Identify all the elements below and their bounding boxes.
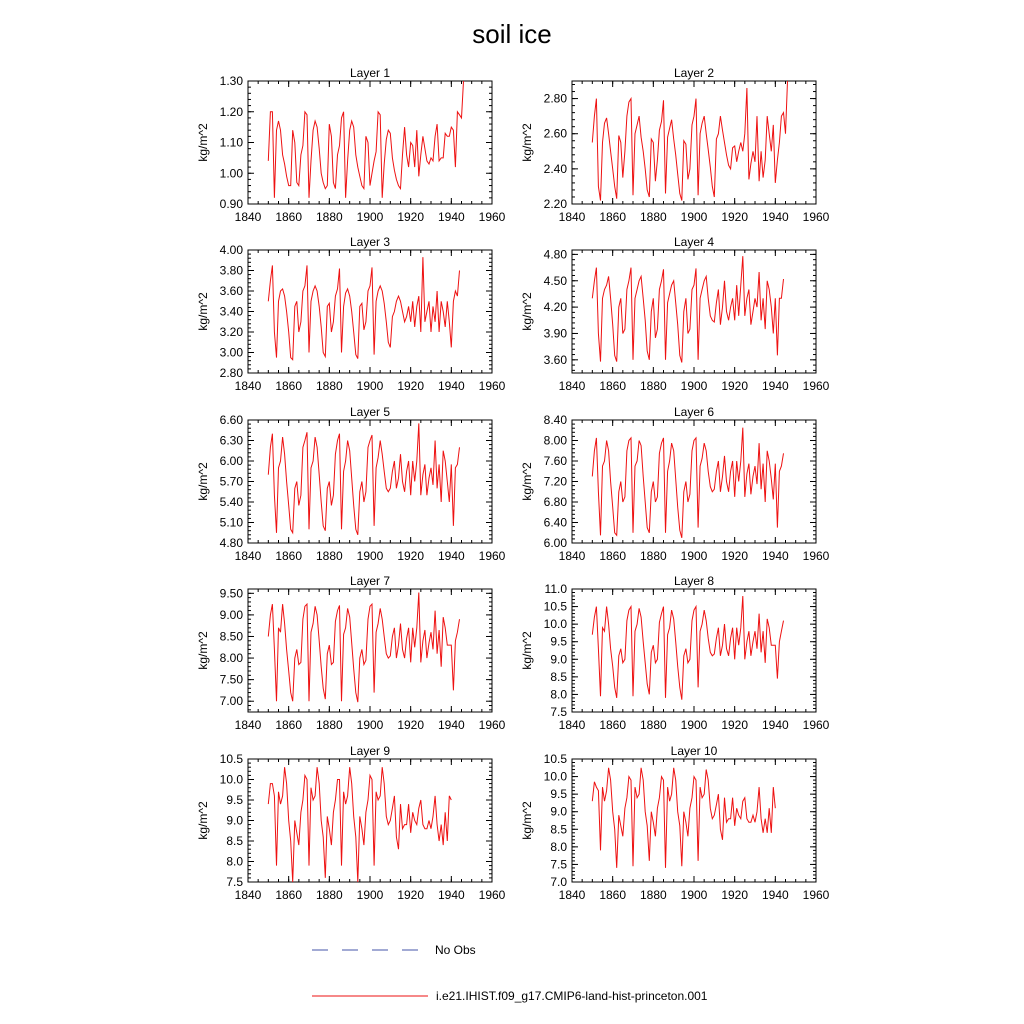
y-tick-label: 9.0	[550, 804, 567, 819]
x-tick-label: 1840	[234, 718, 262, 732]
x-tick-label: 1880	[639, 888, 667, 902]
y-tick-label: 7.5	[550, 705, 567, 719]
panel-title: Layer 4	[673, 235, 715, 249]
x-tick-label: 1840	[558, 379, 586, 393]
x-tick-label: 1860	[275, 379, 303, 393]
x-tick-label: 1860	[599, 379, 627, 393]
x-tick-label: 1920	[397, 549, 425, 563]
x-tick-label: 1920	[397, 379, 425, 393]
y-tick-label: 1.20	[219, 104, 243, 119]
panel-title: Layer 10	[670, 744, 718, 758]
x-tick-label: 1900	[680, 210, 708, 224]
x-tick-label: 1860	[599, 210, 627, 224]
y-tick-label: 7.0	[550, 875, 567, 889]
y-tick-label: 10.0	[543, 617, 567, 632]
panel-title: Layer 9	[349, 744, 391, 758]
y-tick-label: 3.20	[219, 325, 243, 339]
x-tick-label: 1940	[761, 210, 789, 224]
y-tick-label: 6.00	[219, 454, 243, 468]
x-tick-label: 1900	[680, 379, 708, 393]
y-tick-label: 2.80	[543, 91, 567, 106]
x-tick-label: 1860	[599, 718, 627, 732]
y-tick-label: 8.50	[219, 629, 243, 644]
x-tick-label: 1900	[356, 549, 384, 563]
y-axis-label: kg/m^2	[520, 123, 534, 162]
panel-title: Layer 1	[349, 66, 391, 80]
y-tick-label: 4.80	[543, 247, 567, 262]
y-tick-label: 1.10	[219, 135, 243, 150]
panel-title: Layer 5	[349, 405, 391, 419]
y-tick-label: 9.5	[550, 787, 567, 802]
x-tick-label: 1900	[680, 549, 708, 563]
figure-title: soil ice	[472, 19, 552, 49]
y-tick-label: 7.00	[219, 694, 243, 709]
y-axis-label: kg/m^2	[520, 631, 534, 670]
y-tick-label: 7.50	[219, 672, 243, 687]
x-tick-label: 1860	[599, 888, 627, 902]
x-tick-label: 1960	[802, 888, 830, 902]
x-tick-label: 1840	[234, 379, 262, 393]
x-tick-label: 1940	[437, 549, 465, 563]
y-tick-label: 9.50	[219, 586, 243, 601]
x-tick-label: 1840	[558, 549, 586, 563]
y-tick-label: 8.5	[226, 834, 243, 848]
legend-model-label: i.e21.IHIST.f09_g17.CMIP6-land-hist-princeton.001	[436, 989, 708, 1003]
y-tick-label: 4.20	[543, 300, 567, 315]
y-tick-label: 5.70	[219, 474, 243, 489]
x-tick-label: 1940	[437, 379, 465, 393]
x-tick-label: 1940	[761, 718, 789, 732]
x-tick-label: 1840	[558, 888, 586, 902]
x-tick-label: 1880	[315, 718, 343, 732]
y-tick-label: 3.00	[219, 345, 243, 360]
x-tick-label: 1940	[437, 718, 465, 732]
panel-title: Layer 2	[673, 66, 715, 80]
x-tick-label: 1880	[639, 718, 667, 732]
x-tick-label: 1900	[680, 888, 708, 902]
x-tick-label: 1880	[315, 210, 343, 224]
x-tick-label: 1840	[558, 210, 586, 224]
x-tick-label: 1900	[680, 718, 708, 732]
y-tick-label: 3.40	[219, 304, 243, 319]
x-tick-label: 1960	[802, 549, 830, 563]
legend-no-obs-label: No Obs	[435, 943, 476, 957]
y-tick-label: 5.40	[219, 495, 243, 509]
y-tick-label: 7.60	[543, 454, 567, 468]
x-tick-label: 1880	[639, 549, 667, 563]
x-tick-label: 1940	[437, 888, 465, 902]
y-tick-label: 2.60	[543, 126, 567, 141]
y-tick-label: 4.80	[219, 536, 243, 550]
y-tick-label: 5.10	[219, 515, 243, 530]
y-tick-label: 7.5	[226, 875, 243, 889]
y-tick-label: 6.40	[543, 515, 567, 530]
y-axis-label: kg/m^2	[196, 631, 210, 670]
y-axis-label: kg/m^2	[520, 462, 534, 501]
x-tick-label: 1940	[761, 379, 789, 393]
y-tick-label: 8.5	[550, 822, 567, 837]
x-tick-label: 1900	[356, 210, 384, 224]
x-tick-label: 1920	[721, 379, 749, 393]
x-tick-label: 1960	[802, 718, 830, 732]
y-tick-label: 6.00	[543, 536, 567, 550]
y-tick-label: 1.00	[219, 166, 243, 181]
y-axis-label: kg/m^2	[196, 292, 210, 331]
y-axis-label: kg/m^2	[196, 462, 210, 501]
x-tick-label: 1860	[275, 718, 303, 732]
x-tick-label: 1940	[437, 210, 465, 224]
panel-title: Layer 8	[673, 574, 715, 588]
panel-title: Layer 3	[349, 235, 391, 249]
y-tick-label: 7.20	[543, 474, 567, 489]
y-tick-label: 10.5	[543, 752, 567, 766]
x-tick-label: 1940	[761, 549, 789, 563]
y-tick-label: 1.30	[219, 74, 243, 88]
x-tick-label: 1920	[721, 210, 749, 224]
y-tick-label: 8.00	[219, 651, 243, 666]
y-tick-label: 10.0	[219, 772, 243, 787]
x-tick-label: 1960	[478, 888, 506, 902]
x-tick-label: 1960	[802, 379, 830, 393]
y-tick-label: 4.00	[219, 243, 243, 257]
panel-title: Layer 7	[349, 574, 391, 588]
x-tick-label: 1960	[478, 379, 506, 393]
x-tick-label: 1880	[315, 888, 343, 902]
x-tick-label: 1920	[397, 718, 425, 732]
y-tick-label: 10.5	[543, 599, 567, 614]
x-tick-label: 1920	[397, 888, 425, 902]
y-tick-label: 8.0	[550, 839, 567, 854]
y-tick-label: 6.30	[219, 433, 243, 448]
y-tick-label: 0.90	[219, 197, 243, 211]
y-tick-label: 9.0	[226, 813, 243, 828]
y-axis-label: kg/m^2	[520, 292, 534, 331]
y-tick-label: 4.50	[543, 273, 567, 288]
x-tick-label: 1920	[721, 888, 749, 902]
y-tick-label: 11.0	[544, 582, 567, 596]
y-tick-label: 3.90	[543, 326, 567, 341]
x-tick-label: 1880	[315, 379, 343, 393]
y-tick-label: 7.5	[550, 857, 567, 872]
y-tick-label: 8.40	[543, 413, 567, 427]
x-tick-label: 1900	[356, 379, 384, 393]
x-tick-label: 1940	[761, 888, 789, 902]
y-tick-label: 2.40	[543, 161, 567, 176]
y-tick-label: 10.5	[219, 752, 243, 766]
y-tick-label: 3.80	[219, 263, 243, 278]
y-tick-label: 6.80	[543, 495, 567, 509]
y-axis-label: kg/m^2	[520, 801, 534, 840]
y-tick-label: 2.20	[543, 197, 567, 211]
y-tick-label: 10.0	[543, 769, 567, 784]
y-tick-label: 6.60	[219, 413, 243, 427]
x-tick-label: 1900	[356, 888, 384, 902]
x-tick-label: 1960	[478, 210, 506, 224]
y-tick-label: 3.60	[543, 352, 567, 367]
y-tick-label: 8.5	[550, 669, 567, 684]
x-tick-label: 1920	[397, 210, 425, 224]
y-tick-label: 9.5	[550, 634, 567, 649]
y-tick-label: 3.60	[219, 284, 243, 298]
x-tick-label: 1960	[802, 210, 830, 224]
x-tick-label: 1920	[721, 549, 749, 563]
x-tick-label: 1900	[356, 718, 384, 732]
y-tick-label: 8.0	[226, 854, 243, 869]
x-tick-label: 1860	[275, 888, 303, 902]
x-tick-label: 1880	[315, 549, 343, 563]
x-tick-label: 1840	[234, 210, 262, 224]
x-tick-label: 1840	[558, 718, 586, 732]
y-tick-label: 8.00	[543, 433, 567, 448]
x-tick-label: 1860	[275, 210, 303, 224]
x-tick-label: 1860	[275, 549, 303, 563]
x-tick-label: 1880	[639, 379, 667, 393]
x-tick-label: 1920	[721, 718, 749, 732]
y-tick-label: 2.80	[219, 366, 243, 380]
y-axis-label: kg/m^2	[196, 123, 210, 162]
y-tick-label: 9.5	[226, 793, 243, 807]
panel-title: Layer 6	[673, 405, 715, 419]
y-tick-label: 9.00	[219, 607, 243, 622]
x-tick-label: 1860	[599, 549, 627, 563]
x-tick-label: 1960	[478, 549, 506, 563]
x-tick-label: 1880	[639, 210, 667, 224]
y-tick-label: 9.0	[550, 652, 567, 667]
y-axis-label: kg/m^2	[196, 801, 210, 840]
x-tick-label: 1840	[234, 888, 262, 902]
x-tick-label: 1840	[234, 549, 262, 563]
y-tick-label: 8.0	[550, 687, 567, 702]
x-tick-label: 1960	[478, 718, 506, 732]
